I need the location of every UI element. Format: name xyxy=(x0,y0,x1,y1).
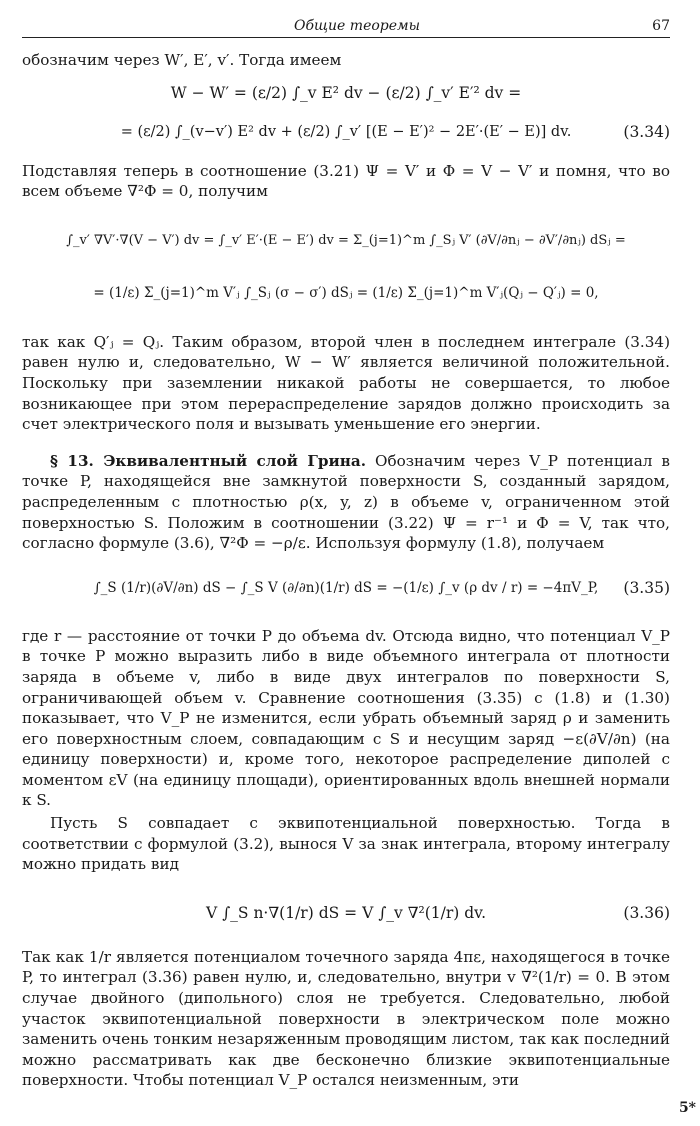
paragraph-section-13 xyxy=(22,451,670,554)
equation-body: W − W′ = (ε/2) ∫_v E² dv − (ε/2) ∫_v′ E′² dv = xyxy=(170,83,522,102)
equation-number: (3.35) xyxy=(623,578,670,597)
running-title: Общие теоремы xyxy=(294,18,421,34)
signature-mark: 5* xyxy=(678,1100,696,1116)
page-number: 67 xyxy=(652,18,670,34)
equation-body: ∫_S (1/r)(∂V/∂n) dS − ∫_S V (∂/∂n)(1/r) dS = −(1/ε) ∫_v (ρ dv / r) = −4πV_P, xyxy=(93,579,599,596)
section-heading: § 13. Эквивалентный слой Грина. xyxy=(50,451,366,470)
paragraph-conclusion: так как Q′ⱼ = Qⱼ. Таким образом, второй член в последнем интеграле (3.34) равен нулю и, следовательно, W − W′ является величиной положительной. Поскольку при заземлении никакой работы не совершается, то любое возникающее при этом перераспределение зарядов должно происходить за счет электрического поля и вызывать уменьшение его энергии. xyxy=(22,332,670,434)
equation-body: = (ε/2) ∫_(v−v′) E² dv + (ε/2) ∫_v′ [(E − E′)² − 2E′·(E′ − E)] dv. xyxy=(120,123,572,140)
equation-body: V ∫_S n·∇(1/r) dS = V ∫_v ∇²(1/r) dv. xyxy=(205,903,487,922)
equation-number: (3.36) xyxy=(623,903,670,922)
paragraph-intro: обозначим через W′, E′, v′. Тогда имеем xyxy=(22,51,342,69)
equation-3-36 xyxy=(22,893,670,933)
paragraph-final: Так как 1/r является потенциалом точечного заряда 4πε, находящегося в точке P, то интеграл (3.36) равен нулю, и, следовательно, внутри v ∇²(1/r) = 0. В этом случае двойного (дипольного) слоя не требуется. Следовательно, любой участок эквипотенциальной поверхности в электрическом поле можно заменить очень тонким незаряженным проводящим листом, так как последний можно рассматривать как две бесконечно близкие эквипотенциальные поверхности. Чтобы потенциал V_P остался неизменным, эти xyxy=(22,947,670,1090)
equation-number: (3.34) xyxy=(623,122,670,141)
equation-integral-line-2 xyxy=(22,278,670,308)
paragraph-substitution: Подставляя теперь в соотношение (3.21) Ψ = V′ и Φ = V − V′ и помня, что во всем объеме ∇²Φ = 0, получим xyxy=(22,161,670,201)
paragraph-equipotential: Пусть S совпадает с эквипотенциальной поверхностью. Тогда в соответствии с формулой (3.2), вынося V за знак интеграла, второму интегралу можно придать вид xyxy=(22,814,670,874)
equation-integral-line-1 xyxy=(22,226,670,256)
equation-3-35 xyxy=(22,568,670,608)
equation-body: ∫_v′ ∇V′·∇(V − V′) dv = ∫_v′ E′·(E − E′) dv = Σ_(j=1)^m ∫_Sⱼ V′ (∂V/∂nⱼ − ∂V′/∂nⱼ) dSⱼ = xyxy=(66,232,626,248)
equation-3-34-line-1 xyxy=(22,81,670,105)
page xyxy=(22,18,670,1091)
section-text: Обозначим через V_P потенциал в точке P, находящейся вне замкнутой поверхности S, созданный зарядом, распределенным с плотностью ρ(x, y, z) в объеме v, ограниченном этой поверхностью S. Положим в соотношении (3.22) Ψ = r⁻¹ и Φ = V, так что, согласно формуле (3.6), ∇²Φ = −ρ/ε. Используя формулу (1.8), получаем xyxy=(22,451,670,553)
paragraph-distance: где r — расстояние от точки P до объема dv. Отсюда видно, что потенциал V_P в точке P можно выразить либо в виде объемного интеграла от плотности заряда в объеме v, либо в виде двух интегралов по поверхности S, ограничивающей объем v. Сравнение соотношения (3.35) с (1.8) и (1.30) показывает, что V_P не изменится, если убрать объемный заряд ρ и заменить его поверхностным слоем, совпадающим с S и несущим заряд −ε(∂V/∂n) (на единицу поверхности) и, кроме того, некоторое распределение диполей с моментом εV (на единицу площади), ориентированных вдоль внешней нормали к S. xyxy=(22,626,670,810)
running-header xyxy=(22,18,670,38)
equation-3-34-line-2 xyxy=(22,119,670,145)
equation-body: = (1/ε) Σ_(j=1)^m V′ⱼ ∫_Sⱼ (σ − σ′) dSⱼ = (1/ε) Σ_(j=1)^m V′ⱼ(Qⱼ − Q′ⱼ) = 0, xyxy=(93,284,599,301)
